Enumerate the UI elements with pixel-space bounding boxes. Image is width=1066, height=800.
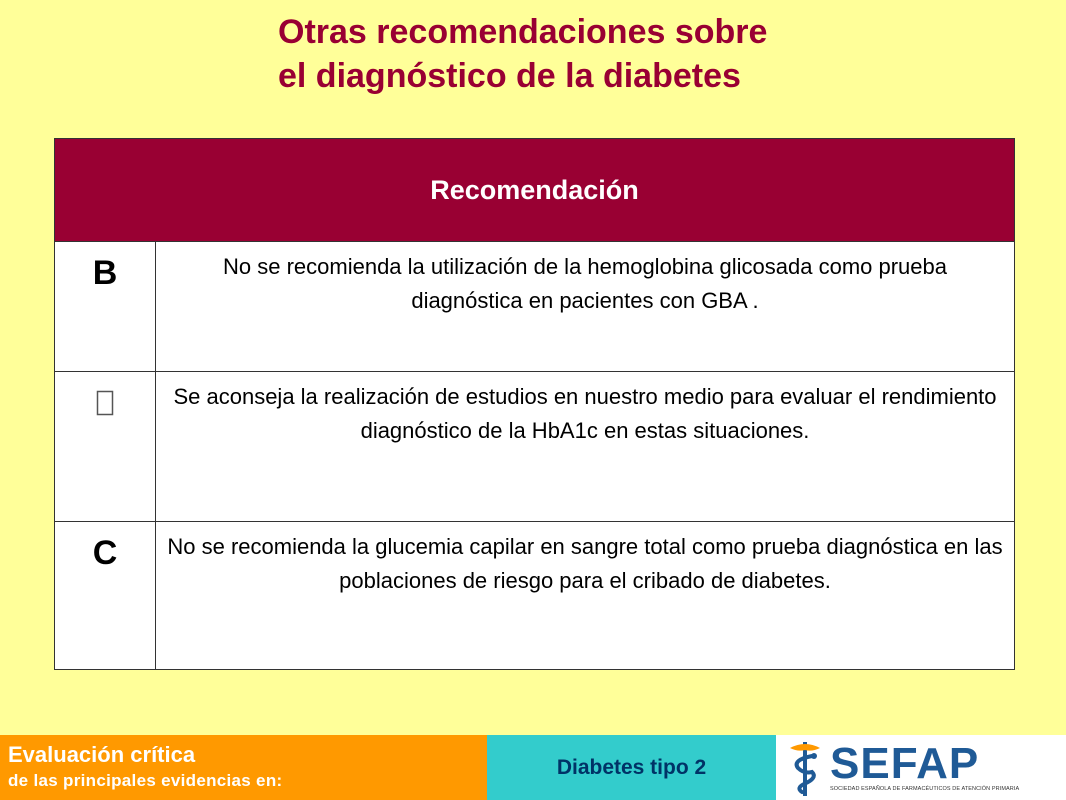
footer-left-line-2: de las principales evidencias en: xyxy=(8,771,283,790)
footer-topic-banner xyxy=(487,735,776,800)
sefap-logo xyxy=(776,735,1066,800)
caduceus-icon xyxy=(782,738,828,798)
missing-glyph-box-icon xyxy=(96,390,114,416)
recommendation-text: No se recomienda la utilización de la hemoglobina glicosada como prueba diagnóstica en pacientes con GBA . xyxy=(156,242,1015,372)
recommendations-table xyxy=(54,138,1015,670)
footer-left-banner xyxy=(0,735,487,800)
logo-subtitle: SOCIEDAD ESPAÑOLA DE FARMACÉUTICOS DE ATENCIÓN PRIMARIA xyxy=(830,785,1020,792)
table-row xyxy=(55,242,1015,372)
footer-left-line-1: Evaluación crítica xyxy=(8,742,196,767)
recommendation-text: Se aconseja la realización de estudios en nuestro medio para evaluar el rendimiento diagnóstico de la HbA1c en estas situaciones. xyxy=(156,372,1015,522)
title-line-1: Otras recomendaciones sobre xyxy=(278,13,768,51)
table-header: Recomendación xyxy=(55,139,1015,242)
table-row xyxy=(55,522,1015,670)
logo-wordmark: SEFAP xyxy=(830,738,980,788)
slide-title xyxy=(278,10,978,98)
recommendation-text: No se recomienda la glucemia capilar en sangre total como prueba diagnóstica en las poblaciones de riesgo para el cribado de diabetes. xyxy=(156,522,1015,670)
grade-cell: B xyxy=(55,242,156,372)
title-line-2: el diagnóstico de la diabetes xyxy=(278,57,741,95)
grade-cell: C xyxy=(55,522,156,670)
grade-cell xyxy=(55,372,156,522)
footer-topic-label: Diabetes tipo 2 xyxy=(556,755,707,779)
table-row xyxy=(55,372,1015,522)
